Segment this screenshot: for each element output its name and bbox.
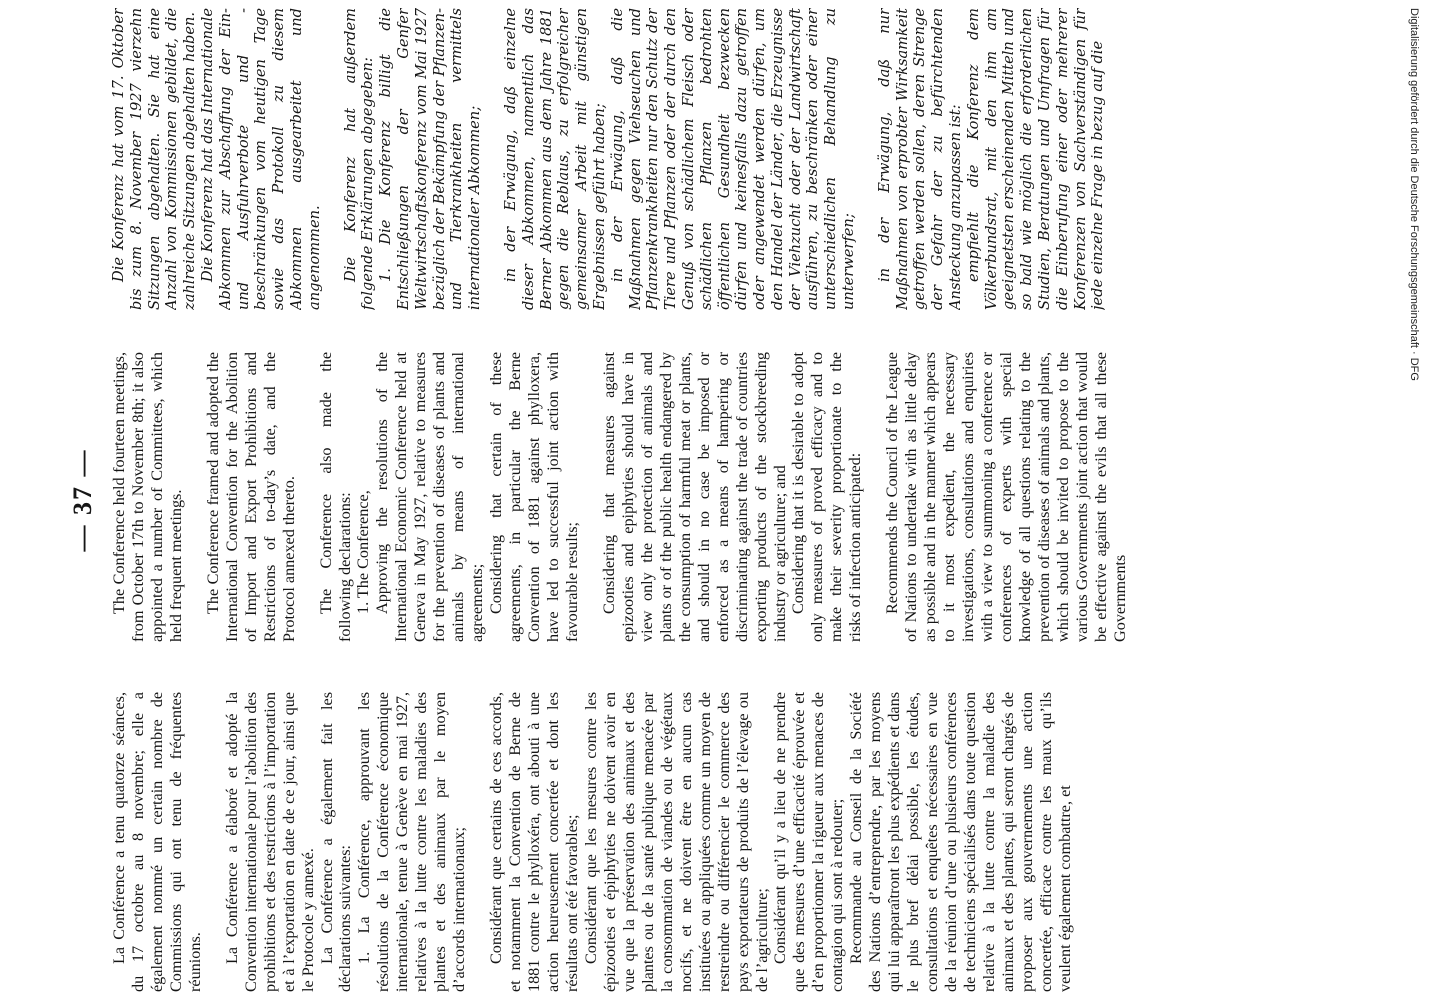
paragraph: The Conference also made the following declarations: <box>316 352 354 642</box>
paragraph: 1. La Conférence, approuvant les résolutions de la Conférence économique internationale, tenue à Genève en mai 1927, relatives à la lutte contre les maladies des plantes et des animaux par le moyen d’accords internationaux; <box>355 692 469 992</box>
paragraph: 1. The Conference, <box>354 490 373 614</box>
paragraph: in der Erwägung, daß einzelne dieser Abkommen, namentlich das Berner Abkommen aus dem Jahre 1881 gegen die Reblaus, zu erfolgreicher gemeinsamer Arbeit mit günstigen Ergebnissen geführt haben; <box>501 8 608 310</box>
paragraph: Considering that certain of these agreements, in particular the Berne Convention of 1881 against phylloxera, have led to successful joint action with favourable results; <box>487 352 581 642</box>
paragraph: Die Konferenz hat das Internationale Abkommen zur Abschaffung der Ein- und Ausfuhrverbote und -beschränkungen vom heutigen Tage sowie das Protokoll zu diesem Abkommen ausgearbeitet und angenommen. <box>198 8 323 310</box>
paragraph: in der Erwägung, daß nur Maßnahmen von erprobter Wirksamkeit getroffen werden sollen, deren Strenge der Gefahr der zu befürchtenden Ansteckung anzupassen ist: <box>875 8 965 310</box>
french-column <box>110 692 1300 992</box>
paragraph: in der Erwägung, daß die Maßnahmen gegen Viehseuchen und Pflanzenkrankheiten nur den Schutz der Tiere und Pflanzen oder der durch den Genuß von schädlichem Fleisch oder schädlichen Pflanzen bedrohten öffentlichen Gesundheit bezwecken dürfen und keinesfalls dazu getroffen oder angewendet werden dürfen, um den Handel der Länder, die Erzeugnisse der Viehzucht oder der Landwirtschaft ausführen, zu beschränken oder einer unterschiedlichen Behandlung zu unterwerfen; <box>608 8 858 310</box>
german-column <box>110 8 1300 310</box>
paragraph: 1. Die Konferenz billigt die Entschließungen der Genfer Weltwirtschaftskonferenz vom Mai 1927 bezüglich der Bekämpfung der Pflanzen- und Tierkrankheiten vermittels internationaler Abkommen; <box>377 8 484 310</box>
paragraph: Considérant que certains de ces accords, et notamment la Convention de Berne de 1881 contre le phylloxéra, ont abouti à une action heureusement concertée et dont les résultats ont été favorables; <box>487 692 581 992</box>
digitization-credit <box>1404 8 1424 388</box>
paragraph: Die Konferenz hat vom 17. Oktober bis zum 8. November 1927 vierzehn Sitzungen abgehalten. Sie hat eine Anzahl von Kommissionen gebildet, die zahlreiche Sitzungen abgehalten haben. <box>110 8 199 310</box>
paragraph: Considérant que les mesures contre les épizooties et épiphyties ne doivent avoir en vue que la préservation des animaux et des plantes ou de la santé publique menacée par la consommation de viandes ou de végétaux nocifs, et ne doivent être en aucun cas instituées ou appliquées comme un moyen de restreindre ou différencier le commerce des pays exportateurs de produits de l’élevage ou de l’agriculture; <box>581 692 771 992</box>
paragraph: Considering that it is desirable to adopt only measures of proved efficacy and to make their severity proportionate to the risks of infection anticipated: <box>789 352 865 642</box>
page-number: — 37 — <box>68 448 97 552</box>
paragraph: La Conférence a tenu quatorze séances, du 17 octobre au 8 novembre; elle a également nommé un certain nombre de Commissions qui ont tenu de fréquentes réunions. <box>110 692 204 992</box>
paragraph: Considering that measures against epizooties and epiphyties should have in view only the protection of animals and plants or of the public health endangered by the consumption of harmful meat or plants, and should in no case be imposed or enforced as a means of hampering or discriminating against the trade of countries exporting products of the stockbreeding industry or agriculture; and <box>599 352 789 642</box>
paragraph: Die Konferenz hat außerdem folgende Erklärungen abgegeben: <box>341 8 377 310</box>
paragraph: Considérant qu’il y a lieu de ne prendre que des mesures d’une efficacité éprouvée et d’en proportionner la rigueur aux menaces de contagion qui sont à redouter; <box>771 692 847 992</box>
paragraph: empfiehlt die Konferenz dem Völkerbundsrat, mit den ihm am geeignetsten erscheinenden Mitteln und so bald wie möglich die erforderlichen Studien, Beratungen und Umfragen für die Einberufung einer oder mehrerer Konferenzen von Sachverständigen für jede einzelne Frage in bezug auf die <box>964 8 1107 310</box>
paragraph: Recommends the Council of the League of Nations to undertake with as little delay as possible and in the manner which appears to it most expedient, the necessary investigations, consultations and enquiries with a view to summoning a conference or conferences of experts with special knowledge of all questions relating to the prevention of diseases of animals and plants, which should be invited to propose to the various Governments joint action that would be effective against the evils that all these Governments <box>883 352 1129 642</box>
paragraph: The Conference held fourteen meetings, from October 17th to November 8th; it also appointed a number of Committees, which held frequent meetings. <box>110 352 185 642</box>
paragraph: La Conférence a également fait les déclarations suivantes: <box>317 692 355 992</box>
paragraph: Recommande au Conseil de la Société des Nations d’entreprendre, par les moyens qui lui apparaîtront les plus expédients et dans le plus bref délai possible, les études, consultations et enquêtes nécessaires en vue de la réunion d’une ou plusieurs conférences de techniciens spécialisés dans toute question relative à la lutte contre la maladie des animaux et des plantes, qui seront chargés de proposer aux gouvernements une action concertée, efficace contre les maux qu’ils veulent également combattre, et <box>847 692 1074 992</box>
english-column <box>110 352 1300 642</box>
paragraph: The Conference framed and adopted the International Convention for the Abolition of Import and Export Prohibitions and Restrictions of to-day’s date, and the Protocol annexed thereto. <box>203 352 298 642</box>
paragraph: La Conférence a élaboré et adopté la Convention internationale pour l’abolition des prohibitions et des restrictions à l’importation et à l’exportation en date de ce jour, ainsi que le Protocole y annexé. <box>222 692 317 992</box>
digitization-credit-text: Digitalisierung gefördert durch die Deutsche Forschungsgemeinschaft · DFG <box>1408 8 1420 381</box>
paragraph: Approving the resolutions of the International Economic Conference held at Geneva in May 1927, relative to measures for the prevention of diseases of plants and animals by means of international agreements; <box>373 352 487 642</box>
